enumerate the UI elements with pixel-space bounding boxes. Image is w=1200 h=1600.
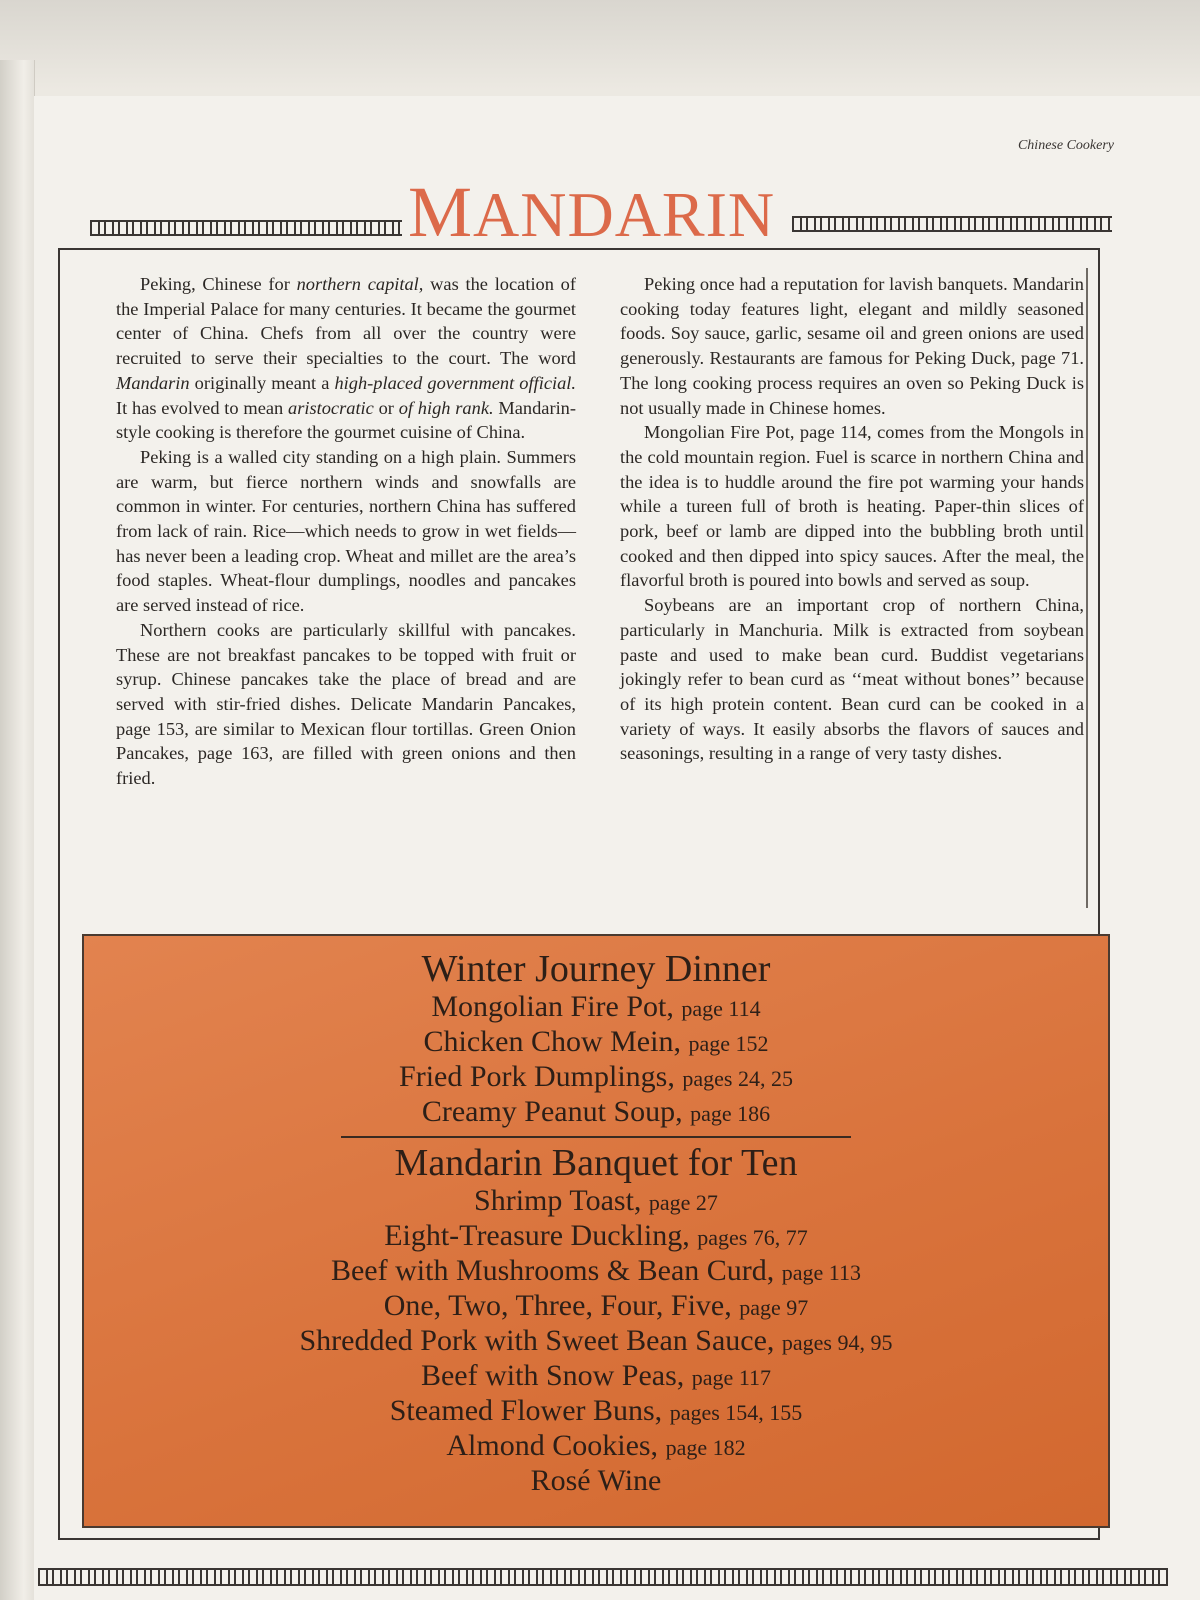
menu-item	[84, 1394, 1108, 1429]
menu-item	[84, 1289, 1108, 1324]
menu-item-name: Eight-Treasure Duckling,	[384, 1219, 690, 1252]
page-title	[408, 172, 776, 252]
menu-item-page: pages 94, 95	[781, 1330, 893, 1355]
menu-item-page: page 152	[688, 1031, 769, 1056]
menu-divider	[341, 1136, 851, 1138]
menu-item	[84, 1219, 1108, 1254]
paragraph: Northern cooks are particularly skillful with pancakes. These are not breakfast pancakes to be topped with fruit or syrup. Chinese pancakes take the place of bread and are served with stir-fried dishes. Delicate Mandarin Pancakes, page 153, are similar to Mexican flour tortillas. Green Onion Pancakes, page 163, are filled with green onions and then fried.	[116, 619, 576, 789]
menu-item-name: One, Two, Three, Four, Five,	[383, 1289, 732, 1322]
menu-item-name: Fried Pork Dumplings,	[399, 1060, 675, 1093]
previous-page-edge	[0, 60, 35, 1600]
menu-item	[84, 1184, 1108, 1219]
menu-item-name: Shrimp Toast,	[474, 1184, 642, 1217]
menu-item-name: Mongolian Fire Pot,	[431, 990, 674, 1023]
menu-item	[84, 1359, 1108, 1394]
menu-item	[84, 990, 1108, 1025]
menu-item	[84, 1464, 1108, 1497]
menu-heading: Mandarin Banquet for Ten	[394, 1142, 798, 1184]
menu-item	[84, 1025, 1108, 1060]
menu-item-name: Chicken Chow Mein,	[423, 1025, 681, 1058]
menu-item-name: Steamed Flower Buns,	[389, 1394, 663, 1427]
menu-item-page: page 182	[665, 1435, 746, 1460]
menu-item-name: Creamy Peanut Soup,	[421, 1095, 683, 1128]
menu-item-page: page 117	[691, 1365, 772, 1390]
paragraph: Peking is a walled city standing on a high plain. Summers are warm, but fierce northern winds and snowfalls are common in winter. For centuries, northern China has suffered from lack of rain. Rice—which needs to grow in wet fields—has never been a leading crop. Wheat and millet are the area’s food staples. Wheat-flour dumplings, noodles and pancakes are served instead of rice.	[116, 446, 576, 616]
menu-item	[84, 1095, 1108, 1130]
menu-heading: Winter Journey Dinner	[421, 948, 771, 990]
running-head: Chinese Cookery	[1017, 138, 1114, 153]
menu-item	[84, 1429, 1108, 1464]
greek-key-border-right	[792, 216, 1112, 232]
menu-item-page: page 113	[781, 1260, 861, 1285]
menu-box	[82, 934, 1110, 1528]
title-row	[90, 172, 1114, 252]
page-title-text: MANDARIN	[408, 172, 776, 252]
paragraph: Peking once had a reputation for lavish banquets. Mandarin cooking today features light, elegant and mildly seasoned foods. Soy sauce, garlic, sesame oil and green onions are used generously. Restaurants are famous for Peking Duck, page 71. The long cooking process requires an oven so Peking Duck is not usually made in Chinese homes.	[620, 274, 1084, 418]
right-column	[620, 272, 1084, 766]
menu-list	[84, 936, 1108, 1497]
menu-item-page: page 97	[739, 1295, 809, 1320]
paragraph: Mongolian Fire Pot, page 114, comes from the Mongols in the cold mountain region. Fuel is scarce in northern China and the idea is to huddle around the fire pot warming your hands while a tureen full of broth is heating. Paper-thin slices of pork, beef or lamb are dipped into the bubbling broth until cooked and then dipped into spicy sauces. After the meal, the flavorful broth is poured into bowls and served as soup.	[620, 422, 1084, 591]
greek-key-border-left	[90, 220, 402, 236]
left-column	[116, 272, 576, 791]
menu-item-page: pages 24, 25	[682, 1066, 793, 1091]
menu-item-name: Beef with Snow Peas,	[420, 1359, 685, 1392]
paragraph: Peking, Chinese for northern capital, was the location of the Imperial Palace for many centuries. It became the gourmet center of China. Chefs from all over the country were recruited to serve their specialties to the court. The word Mandarin originally meant a high-placed government official. It has evolved to mean aristocratic or of high rank. Mandarin-style cooking is therefore the gourmet cuisine of China.	[116, 274, 577, 443]
menu-item-page: pages 154, 155	[669, 1400, 803, 1425]
menu-item-name: Almond Cookies,	[446, 1429, 659, 1462]
menu-item-name: Shredded Pork with Sweet Bean Sauce,	[299, 1324, 775, 1357]
menu-item-page: page 114	[681, 996, 761, 1021]
menu-item	[84, 1324, 1108, 1359]
menu-item	[84, 1060, 1108, 1095]
menu-item-name: Beef with Mushrooms & Bean Curd,	[330, 1254, 775, 1287]
greek-key-border-bottom	[38, 1568, 1168, 1586]
menu-item-page: pages 76, 77	[697, 1225, 808, 1250]
menu-item-name: Rosé Wine	[530, 1464, 662, 1497]
menu-item	[84, 1254, 1108, 1289]
menu-item-page: page 186	[690, 1101, 771, 1126]
frame-shadow-line	[1086, 268, 1088, 908]
paragraph: Soybeans are an important crop of northern China, particularly in Manchuria. Milk is extracted from soybean paste and used to make bean curd. Buddist vegetarians jokingly refer to bean curd as ‘‘meat without bones’’ because of its high protein content. Bean curd can be cooked in a variety of ways. It easily absorbs the flavors of sauces and seasonings, resulting in a range of very tasty dishes.	[620, 595, 1084, 764]
menu-item-page: page 27	[648, 1190, 718, 1215]
